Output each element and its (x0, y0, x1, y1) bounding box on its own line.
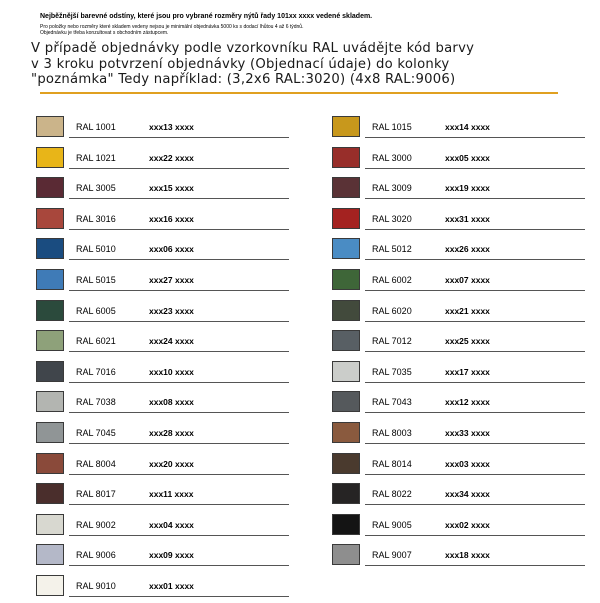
color-swatch (332, 361, 360, 382)
row-divider (365, 382, 585, 383)
ral-label: RAL 3020 (372, 213, 412, 224)
row-divider (365, 168, 585, 169)
ral-label: RAL 5012 (372, 244, 412, 255)
instruction-line: "poznámka" Tedy například: (3,2x6 RAL:3020) (4x8 RAL:9006) (31, 72, 456, 87)
color-row (36, 174, 289, 205)
row-divider (69, 137, 289, 138)
consult-note: Objednávku je třeba konzultovat s obchodním zástupcem. (40, 30, 169, 36)
ral-label: RAL 5010 (76, 244, 116, 255)
article-code: xxx17 xxxx (445, 366, 490, 377)
article-code: xxx09 xxxx (149, 550, 194, 561)
article-code: xxx04 xxxx (149, 519, 194, 530)
color-swatch (332, 116, 360, 137)
row-divider (365, 474, 585, 475)
color-list-left (36, 113, 289, 603)
color-swatch (332, 483, 360, 504)
ral-label: RAL 9010 (76, 580, 116, 591)
color-row (332, 266, 585, 297)
article-code: xxx15 xxxx (149, 183, 194, 194)
row-divider (69, 229, 289, 230)
color-swatch (36, 238, 64, 259)
instruction-line: v 3 kroku potvrzení objednávky (Objednací údaje) do kolonky (31, 56, 450, 72)
color-swatch (36, 116, 64, 137)
color-row (36, 297, 289, 328)
color-row (332, 144, 585, 175)
article-code: xxx05 xxxx (445, 152, 490, 163)
row-divider (69, 412, 289, 413)
article-code: xxx19 xxxx (445, 183, 490, 194)
row-divider (69, 504, 289, 505)
color-row (36, 205, 289, 236)
row-divider (365, 504, 585, 505)
color-swatch (36, 361, 64, 382)
color-row (332, 480, 585, 511)
color-swatch (332, 514, 360, 535)
article-code: xxx14 xxxx (445, 122, 490, 132)
ral-label: RAL 7045 (76, 427, 116, 438)
article-code: xxx20 xxxx (149, 458, 194, 469)
color-swatch (332, 208, 360, 229)
row-divider (365, 259, 585, 260)
row-divider (365, 412, 585, 413)
article-code: xxx22 xxxx (149, 152, 194, 163)
ral-label: RAL 6020 (372, 305, 412, 316)
color-swatch (332, 330, 360, 351)
row-divider (69, 474, 289, 475)
instruction-line: V případě objednávky podle vzorkovníku RAL uvádějte kód barvy (31, 41, 475, 56)
stock-note: Nejběžnější barevné odstíny, které jsou pro vybrané rozměry nýtů řady 101xx xxxx vedené skladem. (40, 13, 373, 20)
color-row (36, 144, 289, 175)
article-code: xxx03 xxxx (445, 458, 490, 469)
ral-order-instructions (31, 41, 571, 88)
row-divider (69, 198, 289, 199)
row-divider (365, 198, 585, 199)
color-row (332, 541, 585, 572)
ral-label: RAL 3005 (76, 183, 116, 194)
color-row (332, 511, 585, 542)
color-row (36, 572, 289, 603)
color-row (36, 358, 289, 389)
row-divider (69, 382, 289, 383)
color-swatch (332, 453, 360, 474)
color-row (36, 541, 289, 572)
ral-label: RAL 8003 (372, 427, 412, 438)
article-code: xxx10 xxxx (149, 366, 194, 377)
color-swatch (36, 483, 64, 504)
row-divider (69, 535, 289, 536)
color-swatch (36, 177, 64, 198)
ral-label: RAL 7038 (76, 397, 116, 408)
ral-label: RAL 8004 (76, 458, 116, 469)
article-code: xxx24 xxxx (149, 336, 194, 347)
color-row (332, 205, 585, 236)
color-swatch (36, 575, 64, 596)
article-code: xxx18 xxxx (445, 550, 490, 561)
ral-label: RAL 3000 (372, 152, 412, 163)
row-divider (365, 290, 585, 291)
row-divider (69, 168, 289, 169)
color-swatch (36, 453, 64, 474)
color-row (332, 174, 585, 205)
color-row (36, 388, 289, 419)
color-swatch (36, 514, 64, 535)
ral-label: RAL 9007 (372, 550, 412, 561)
color-swatch (332, 300, 360, 321)
row-divider (365, 229, 585, 230)
row-divider (69, 321, 289, 322)
article-code: xxx06 xxxx (149, 244, 194, 255)
ral-label: RAL 3016 (76, 213, 116, 224)
ral-label: RAL 1001 (76, 122, 116, 132)
color-swatch (36, 208, 64, 229)
row-divider (69, 259, 289, 260)
ral-label: RAL 8022 (372, 489, 412, 500)
ral-label: RAL 1021 (76, 152, 116, 163)
ral-label: RAL 6005 (76, 305, 116, 316)
article-code: xxx13 xxxx (149, 122, 194, 132)
article-code: xxx12 xxxx (445, 397, 490, 408)
color-swatch (36, 422, 64, 443)
color-row (36, 480, 289, 511)
color-swatch (332, 147, 360, 168)
article-code: xxx01 xxxx (149, 580, 194, 591)
min-order-note: Pro položky nebo rozměry které skladem vedeny nejsou je minimální objednávka 5000 ks s dodací lhůtou 4 až 6 týdnů. (40, 24, 304, 30)
color-swatch (332, 422, 360, 443)
article-code: xxx21 xxxx (445, 305, 490, 316)
row-divider (69, 290, 289, 291)
order-notes (40, 24, 340, 36)
color-row (332, 419, 585, 450)
ral-label: RAL 8014 (372, 458, 412, 469)
row-divider (365, 535, 585, 536)
color-list-right (332, 113, 585, 572)
color-row (332, 235, 585, 266)
color-row (36, 235, 289, 266)
row-divider (365, 351, 585, 352)
ral-label: RAL 1015 (372, 122, 412, 132)
article-code: xxx16 xxxx (149, 213, 194, 224)
row-divider (69, 565, 289, 566)
header-divider (40, 92, 558, 94)
row-divider (365, 565, 585, 566)
color-swatch (36, 269, 64, 290)
row-divider (69, 443, 289, 444)
ral-label: RAL 7035 (372, 366, 412, 377)
color-row (36, 327, 289, 358)
color-swatch (36, 147, 64, 168)
article-code: xxx34 xxxx (445, 489, 490, 500)
article-code: xxx31 xxxx (445, 213, 490, 224)
article-code: xxx23 xxxx (149, 305, 194, 316)
ral-label: RAL 6021 (76, 336, 116, 347)
ral-label: RAL 7016 (76, 366, 116, 377)
article-code: xxx27 xxxx (149, 274, 194, 285)
color-row (332, 388, 585, 419)
color-row (332, 327, 585, 358)
color-row (36, 266, 289, 297)
color-swatch (36, 391, 64, 412)
color-swatch (332, 177, 360, 198)
ral-label: RAL 9006 (76, 550, 116, 561)
ral-label: RAL 3009 (372, 183, 412, 194)
color-swatch (36, 330, 64, 351)
color-swatch (36, 544, 64, 565)
color-swatch (332, 269, 360, 290)
article-code: xxx25 xxxx (445, 336, 490, 347)
color-swatch (332, 544, 360, 565)
row-divider (365, 137, 585, 138)
color-row (36, 419, 289, 450)
color-swatch (332, 238, 360, 259)
article-code: xxx33 xxxx (445, 427, 490, 438)
ral-label: RAL 7012 (372, 336, 412, 347)
row-divider (365, 443, 585, 444)
ral-label: RAL 7043 (372, 397, 412, 408)
color-row (332, 450, 585, 481)
article-code: xxx28 xxxx (149, 427, 194, 438)
ral-label: RAL 5015 (76, 274, 116, 285)
color-row (36, 450, 289, 481)
article-code: xxx08 xxxx (149, 397, 194, 408)
ral-label: RAL 9002 (76, 519, 116, 530)
row-divider (69, 351, 289, 352)
color-row (332, 113, 585, 144)
row-divider (69, 596, 289, 597)
ral-label: RAL 9005 (372, 519, 412, 530)
color-swatch (36, 300, 64, 321)
color-row (332, 297, 585, 328)
ral-label: RAL 6002 (372, 274, 412, 285)
color-row (36, 511, 289, 542)
article-code: xxx26 xxxx (445, 244, 490, 255)
ral-label: RAL 8017 (76, 489, 116, 500)
article-code: xxx07 xxxx (445, 274, 490, 285)
article-code: xxx02 xxxx (445, 519, 490, 530)
color-row (332, 358, 585, 389)
color-swatch (332, 391, 360, 412)
article-code: xxx11 xxxx (149, 489, 194, 500)
color-row (36, 113, 289, 144)
row-divider (365, 321, 585, 322)
